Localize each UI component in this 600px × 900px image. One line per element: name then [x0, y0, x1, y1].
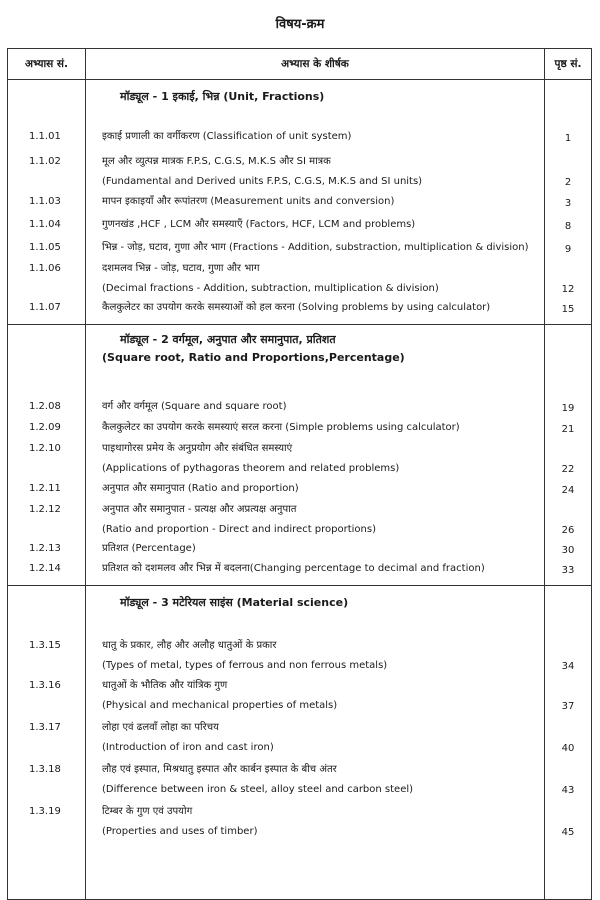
toc-body	[8, 80, 592, 900]
page-number: 3	[545, 189, 592, 210]
exercise-number: 1.3.17	[8, 713, 86, 755]
exercise-title-line: वर्ग और वर्गमूल (Square and square root)	[102, 401, 287, 412]
table-row	[8, 121, 592, 145]
page-number: 9	[545, 233, 592, 256]
table-row	[8, 557, 592, 586]
exercise-number: 1.1.06	[8, 256, 86, 296]
exercise-number: 1.3.15	[8, 630, 86, 673]
exercise-number: 1.2.14	[8, 557, 86, 586]
page-number: 37	[545, 673, 592, 713]
exercise-title-line: (Introduction of iron and cast iron)	[102, 742, 274, 753]
page-number: 34	[545, 630, 592, 673]
exercise-title-line: (Properties and uses of timber)	[102, 826, 258, 837]
table-row	[8, 296, 592, 325]
exercise-title-line: (Ratio and proportion - Direct and indirect proportions)	[102, 524, 376, 535]
exercise-title-line: मूल और व्युत्पन्न मात्रक F.P.S, C.G.S, M.K.S और SI मात्रक	[102, 156, 331, 167]
table-row	[8, 145, 592, 189]
exercise-title-cell	[86, 210, 545, 233]
exercise-title-line: इकाई प्रणाली का वर्गीकरण (Classification of unit system)	[102, 131, 352, 142]
exercise-title-line: अनुपात और समानुपात - प्रत्यक्ष और अप्रत्यक्ष अनुपात	[102, 504, 297, 515]
table-row	[8, 387, 592, 415]
exercise-title-cell	[86, 121, 545, 145]
toc-table	[7, 48, 592, 900]
module-heading: (Square root, Ratio and Proportions,Percentage)	[102, 351, 405, 364]
page-number: 22	[545, 436, 592, 476]
module-page-cell	[545, 586, 592, 631]
exercise-title-cell	[86, 476, 545, 497]
page-number: 43	[545, 755, 592, 797]
exercise-title-line: लोहा एवं ढलवाँ लोहा का परिचय	[102, 722, 219, 733]
exercise-number: 1.3.19	[8, 797, 86, 900]
exercise-title-line: (Difference between iron & steel, alloy steel and carbon steel)	[102, 784, 414, 795]
module-number-cell	[8, 80, 86, 122]
exercise-number: 1.2.08	[8, 387, 86, 415]
page-number: 26	[545, 497, 592, 537]
exercise-number: 1.2.09	[8, 415, 86, 436]
table-row	[8, 210, 592, 233]
page-number: 1	[545, 121, 592, 145]
exercise-number: 1.1.04	[8, 210, 86, 233]
exercise-title-line: (Fundamental and Derived units F.P.S, C.G.S, M.K.S and SI units)	[102, 176, 423, 187]
exercise-title-cell	[86, 145, 545, 189]
page-number: 24	[545, 476, 592, 497]
table-row	[8, 189, 592, 210]
module-heading-row	[8, 586, 592, 631]
table-row	[8, 673, 592, 713]
exercise-number: 1.2.10	[8, 436, 86, 476]
table-row	[8, 630, 592, 673]
exercise-title-line: कैलकुलेटर का उपयोग करके समस्याएं सरल करना (Simple problems using calculator)	[102, 422, 460, 433]
exercise-title-line: टिम्बर के गुण एवं उपयोग	[102, 806, 193, 817]
exercise-title-line: धातु के प्रकार, लौह और अलौह धातुओं के प्रकार	[102, 640, 277, 651]
table-row	[8, 755, 592, 797]
table-row	[8, 415, 592, 436]
table-row	[8, 497, 592, 537]
exercise-title-cell	[86, 189, 545, 210]
exercise-title-line: (Types of metal, types of ferrous and non ferrous metals)	[102, 660, 388, 671]
table-row	[8, 476, 592, 497]
module-heading: मॉड्यूल - 1 इकाई, भिन्न (Unit, Fractions)	[120, 90, 325, 103]
exercise-title-line: अनुपात और समानुपात (Ratio and proportion)	[102, 483, 299, 494]
exercise-title-cell	[86, 797, 545, 900]
page-number: 15	[545, 296, 592, 325]
module-heading-cell	[86, 325, 545, 388]
exercise-title-cell	[86, 436, 545, 476]
module-heading-cell	[86, 586, 545, 631]
exercise-title-line: प्रतिशत को दशमलव और भिन्न में बदलना(Changing percentage to decimal and fraction)	[102, 563, 485, 574]
exercise-number: 1.1.07	[8, 296, 86, 325]
exercise-title-cell	[86, 233, 545, 256]
table-row	[8, 797, 592, 900]
exercise-number: 1.1.03	[8, 189, 86, 210]
exercise-number: 1.1.05	[8, 233, 86, 256]
module-page-cell	[545, 80, 592, 122]
table-row	[8, 537, 592, 557]
module-heading-cell	[86, 80, 545, 122]
table-row	[8, 713, 592, 755]
exercise-title-line: गुणनखंड ,HCF , LCM और समस्याएँ (Factors, HCF, LCM and problems)	[102, 219, 416, 230]
exercise-title-line: (Applications of pythagoras theorem and related problems)	[102, 463, 400, 474]
exercise-title-cell	[86, 755, 545, 797]
page-number: 33	[545, 557, 592, 586]
header-exercise-title: अभ्यास के शीर्षक	[86, 49, 545, 80]
exercise-number: 1.3.16	[8, 673, 86, 713]
exercise-title-line: दशमलव भिन्न - जोड़, घटाव, गुणा और भाग	[102, 263, 260, 274]
module-page-cell	[545, 325, 592, 388]
table-row	[8, 233, 592, 256]
table-row	[8, 436, 592, 476]
exercise-title-cell	[86, 415, 545, 436]
exercise-number: 1.2.13	[8, 537, 86, 557]
exercise-title-cell	[86, 296, 545, 325]
module-heading-row	[8, 325, 592, 388]
module-heading-row	[8, 80, 592, 122]
module-heading: मॉड्यूल - 3 मटेरियल साइंस (Material science)	[120, 596, 349, 609]
toc-header-row	[8, 49, 592, 80]
exercise-number: 1.2.11	[8, 476, 86, 497]
header-page-no: पृष्ठ सं.	[545, 49, 592, 80]
exercise-title-line: प्रतिशत (Percentage)	[102, 543, 196, 554]
exercise-title-cell	[86, 713, 545, 755]
page-number: 12	[545, 256, 592, 296]
module-heading: मॉड्यूल - 2 वर्गमूल, अनुपात और समानुपात, प्रतिशत	[120, 333, 336, 346]
exercise-number: 1.1.02	[8, 145, 86, 189]
page-title: विषय-क्रम	[275, 17, 325, 32]
exercise-title-line: (Physical and mechanical properties of metals)	[102, 700, 338, 711]
exercise-title-line: मापन इकाइयाँ और रूपांतरण (Measurement units and conversion)	[102, 196, 395, 207]
exercise-title-line: कैलकुलेटर का उपयोग करके समस्याओं को हल करना (Solving problems by using calculator)	[102, 302, 491, 313]
page-number: 40	[545, 713, 592, 755]
exercise-title-cell	[86, 557, 545, 586]
header-exercise-no: अभ्यास सं.	[8, 49, 86, 80]
exercise-number: 1.3.18	[8, 755, 86, 797]
exercise-title-cell	[86, 673, 545, 713]
exercise-title-cell	[86, 256, 545, 296]
module-number-cell	[8, 586, 86, 631]
page-number: 2	[545, 145, 592, 189]
exercise-title-line: धातुओं के भौतिक और यांत्रिक गुण	[102, 680, 228, 691]
exercise-title-line: लौह एवं इस्पात, मिश्रधातु इस्पात और कार्बन इस्पात के बीच अंतर	[102, 764, 337, 775]
module-number-cell	[8, 325, 86, 388]
page-number: 30	[545, 537, 592, 557]
exercise-title-cell	[86, 630, 545, 673]
page-number: 45	[545, 797, 592, 900]
page-number: 8	[545, 210, 592, 233]
exercise-title-cell	[86, 387, 545, 415]
exercise-title-line: पाइथागोरस प्रमेय के अनुप्रयोग और संबंधित समस्याएं	[102, 443, 293, 454]
exercise-number: 1.1.01	[8, 121, 86, 145]
table-row	[8, 256, 592, 296]
exercise-title-line: (Decimal fractions - Addition, subtraction, multiplication & division)	[102, 283, 439, 294]
exercise-number: 1.2.12	[8, 497, 86, 537]
page-number: 19	[545, 387, 592, 415]
exercise-title-line: भिन्न - जोड़, घटाव, गुणा और भाग (Fractions - Addition, substraction, multiplication & division)	[102, 242, 529, 253]
page-number: 21	[545, 415, 592, 436]
exercise-title-cell	[86, 537, 545, 557]
exercise-title-cell	[86, 497, 545, 537]
